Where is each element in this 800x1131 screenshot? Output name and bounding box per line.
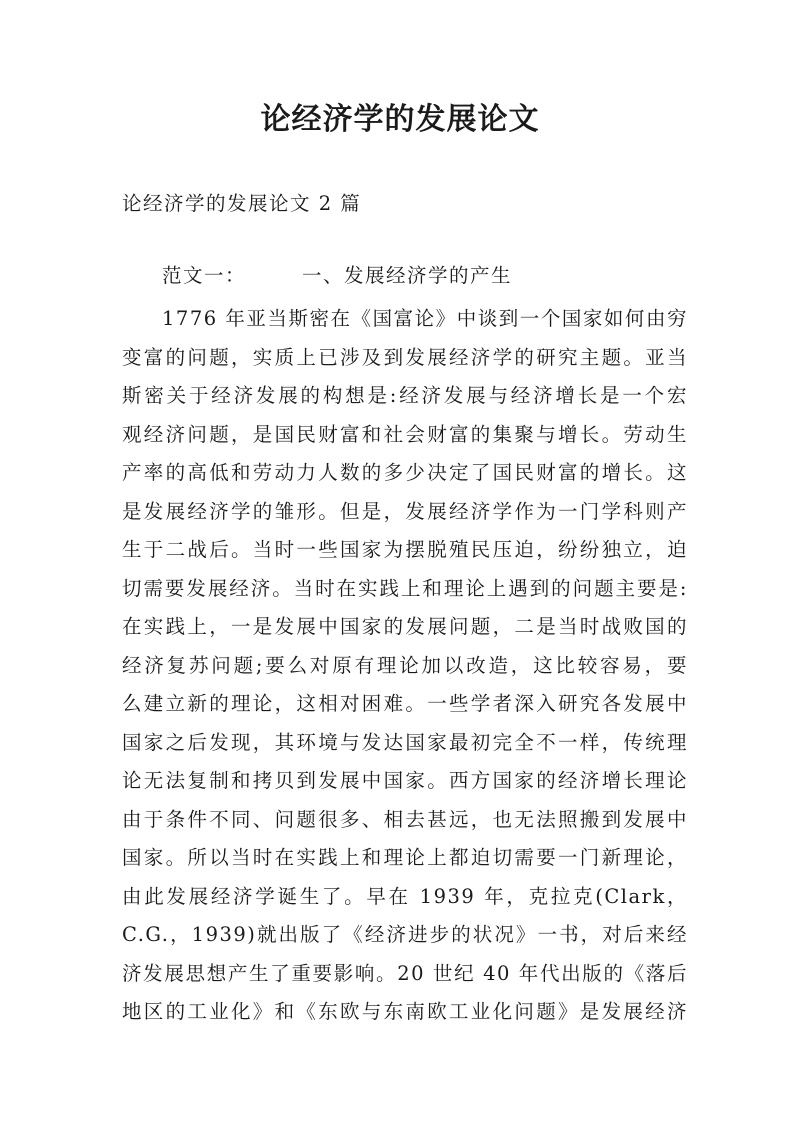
section-heading-line bbox=[162, 260, 512, 292]
paragraph-line: 1776 年亚当斯密在《国富论》中谈到一个国家如何由穷 bbox=[162, 307, 688, 330]
paragraph-line: 论无法复制和拷贝到发展中国家。西方国家的经济增长理论 bbox=[122, 769, 688, 792]
paragraph-line: 斯密关于经济发展的构想是:经济发展与经济增长是一个宏 bbox=[122, 384, 688, 407]
paragraph-line: 在实践上，一是发展中国家的发展问题，二是当时战败国的 bbox=[122, 615, 688, 638]
document-title: 论经济学的发展论文 bbox=[260, 102, 540, 137]
paragraph-line: 国家。所以当时在实践上和理论上都迫切需要一门新理论， bbox=[122, 846, 688, 869]
paragraph-line: 生于二战后。当时一些国家为摆脱殖民压迫，纷纷独立，迫 bbox=[122, 538, 688, 561]
paragraph-line: 观经济问题，是国民财富和社会财富的集聚与增长。劳动生 bbox=[122, 422, 688, 446]
body-paragraph bbox=[122, 300, 688, 1032]
paragraph-line: C.G.，1939)就出版了《经济进步的状况》一书，对后来经 bbox=[122, 923, 688, 946]
paragraph-line: 变富的问题，实质上已涉及到发展经济学的研究主题。亚当 bbox=[122, 345, 688, 369]
document-subtitle: 论经济学的发展论文 2 篇 bbox=[122, 192, 362, 215]
paragraph-line: 地区的工业化》和《东欧与东南欧工业化问题》是发展经济 bbox=[122, 1000, 688, 1023]
paragraph-line: 是发展经济学的雏形。但是，发展经济学作为一门学科则产 bbox=[122, 499, 688, 523]
paragraph-line: 么建立新的理论，这相对困难。一些学者深入研究各发展中 bbox=[122, 692, 688, 715]
paragraph-line: 产率的高低和劳动力人数的多少决定了国民财富的增长。这 bbox=[122, 461, 688, 484]
paragraph-line: 经济复苏问题;要么对原有理论加以改造，这比较容易，要 bbox=[122, 653, 688, 677]
paragraph-line: 切需要发展经济。当时在实践上和理论上遇到的问题主要是: bbox=[122, 576, 688, 600]
paragraph-line: 济发展思想产生了重要影响。20 世纪 40 年代出版的《落后 bbox=[122, 961, 688, 985]
paragraph-line: 国家之后发现，其环境与发达国家最初完全不一样，传统理 bbox=[122, 730, 688, 754]
section-label: 范文一： bbox=[162, 264, 247, 287]
section-heading: 一、发展经济学的产生 bbox=[302, 264, 513, 287]
paragraph-line: 由于条件不同、问题很多、相去甚远，也无法照搬到发展中 bbox=[122, 807, 688, 831]
paragraph-line: 由此发展经济学诞生了。早在 1939 年，克拉克(Clark， bbox=[122, 884, 688, 908]
